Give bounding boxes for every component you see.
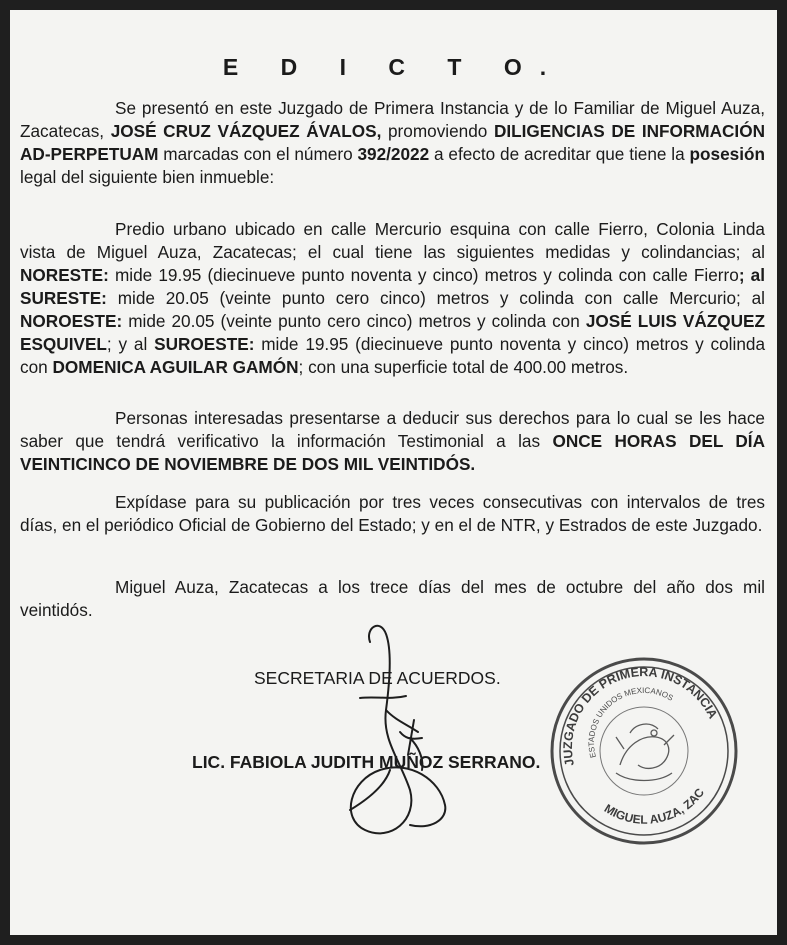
paragraph-interested	[20, 407, 765, 476]
p2-text-d: ; al	[738, 265, 765, 285]
document-page	[10, 10, 777, 935]
paragraph-property	[20, 218, 765, 379]
expediente-number: 392/2022	[357, 144, 430, 164]
p2-text-n: ; con una superficie total de 400.00 metros.	[298, 357, 629, 377]
p2-text-h: mide 20.05 (veinte punto cero cinco) metros y colinda con	[122, 311, 586, 331]
hearing-datetime: ONCE HORAS DEL DÍA VEINTICINCO DE NOVIEMBRE DE DOS MIL VEINTIDÓS.	[20, 431, 765, 474]
p1-text-c: promoviendo	[381, 121, 494, 141]
p2-text-c: mide 19.95 (diecinueve punto noventa y cinco) metros y colinda con calle Fierro	[108, 265, 739, 285]
paragraph-date: Miguel Auza, Zacatecas a los trece días del mes de octubre del año dos mil veintidós.	[20, 577, 765, 620]
p3-text-a: Personas interesadas presentarse a deducir sus derechos para lo cual se les hace saber que tendrá verificativo la información Testimonial a las	[20, 408, 765, 451]
p1-text-a: Se presentó en este Juzgado de Primera Instancia y de lo Familiar de Miguel Auza, Zacatecas,	[20, 98, 765, 141]
paragraph-publication: Expídase para su publicación por tres veces consecutivas con intervalos de tres días, en el periódico Oficial de Gobierno del Estado; y en el de NTR, y Estrados de este Juzgado.	[20, 492, 765, 535]
posesion-word: posesión	[689, 144, 765, 164]
court-seal	[546, 653, 742, 849]
noroeste-label: NOROESTE:	[20, 311, 123, 331]
handwritten-signature	[310, 620, 460, 850]
diligencias-label: DILIGENCIAS DE INFORMACIÓN AD-PERPETUAM	[20, 121, 765, 164]
seal-outer-text: JUZGADO DE PRIMERA INSTANCIA	[560, 665, 721, 768]
colindante-name-2: DOMENICA AGUILAR GAMÓN	[52, 357, 299, 377]
p2-text-l: mide 19.95 (diecinueve punto noventa y cinco) metros y colinda con	[20, 334, 765, 377]
p1-text-e: marcadas con el número	[158, 144, 358, 164]
secretaria-title: SECRETARIA DE ACUERDOS.	[254, 668, 501, 688]
p2-text-a: Predio urbano ubicado en calle Mercurio esquina con calle Fierro, Colonia Linda vista de Miguel Auza, Zacatecas; el cual tiene las siguientes medidas y colindancias; al	[20, 219, 765, 262]
p2-text-j: ; y al	[106, 334, 155, 354]
colindante-name: JOSÉ LUIS VÁZQUEZ ESQUIVEL	[20, 311, 765, 354]
document-title: E D I C T O.	[222, 54, 565, 80]
paragraph-presentation	[20, 97, 765, 189]
noreste-label: NORESTE:	[20, 265, 109, 285]
p1-text-i: legal del siguiente bien inmueble:	[20, 167, 275, 187]
p2-text-f: mide 20.05 (veinte punto cero cinco) metros y colinda con calle Mercurio; al	[106, 288, 765, 308]
sureste-label: SURESTE:	[20, 288, 107, 308]
seal-bottom-text: MIGUEL AUZA, ZAC	[601, 785, 708, 827]
promovente-name: JOSÉ CRUZ VÁZQUEZ ÁVALOS,	[110, 121, 382, 141]
seal-inner-text: ESTADOS UNIDOS MEXICANOS	[586, 685, 675, 759]
eagle-emblem-icon	[616, 724, 674, 780]
signer-name: LIC. FABIOLA JUDITH MUÑOZ SERRANO.	[192, 752, 541, 772]
p1-text-g: a efecto de acreditar que tiene la	[429, 144, 690, 164]
suroeste-label: SUROESTE:	[154, 334, 255, 354]
